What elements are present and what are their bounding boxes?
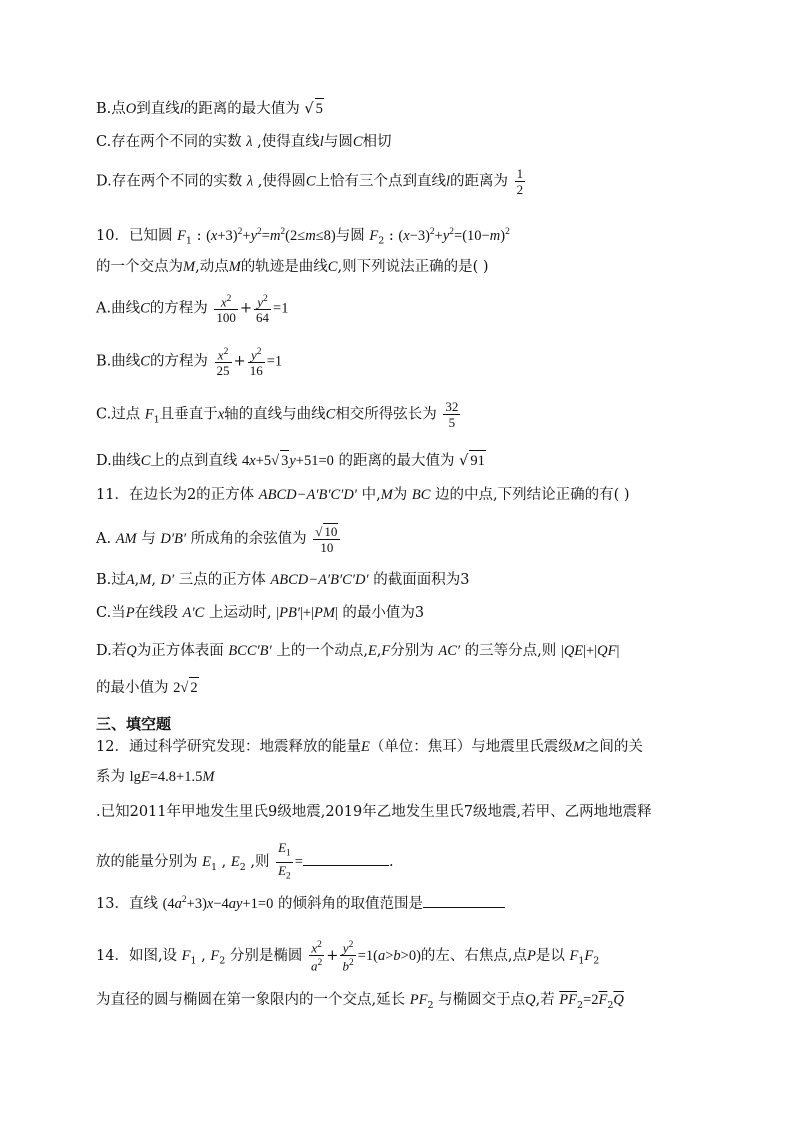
q14-line2: 为直径的圆与椭圆在第一象限内的一个交点,延长 $PF_2$ 与椭圆交于点Q,若 $\overline{PF}_2=2\overline{F}_2\overline{Q}$ (96, 992, 624, 1011)
q11-option-b: B.过A,M, D′ 三点的正方体 ABCD−A′B′C′D′ 的截面面积为3 (96, 572, 470, 588)
q12-line2: 系为 lgE=4.8+1.5M (96, 769, 215, 785)
q14-line1: 14．如图,设 $F_1$ , $F_2$ 分别是椭圆 $\frac{x^2}{a^2}$ + $\frac{y^2}{b^2}$ =1(a>b>0)的左、右焦点,点P是以 $F_1F_2$ (96, 940, 600, 974)
q10-option-a: A.曲线C的方程为 $\frac{x^2}{100}$ + $\frac{y^2}{64}$ =1 (96, 294, 289, 326)
q9-option-d: D.存在两个不同的实数 λ ,使得圆C上恰有三个点到直线l的距离为 $\frac{1}{2}$ (96, 166, 524, 197)
q11-stem: 11．在边长为2的正方体 ABCD−A′B′C′D′ 中,M为 BC 边的中点,下列结论正确的有( ) (96, 487, 630, 503)
q9-option-c: C.存在两个不同的实数 λ ,使得直线l与圆C相切 (96, 134, 392, 150)
q11-option-a: A. AM 与 D′B′ 所成角的余弦值为 $\frac{√ 10}{10}$ (96, 523, 342, 555)
answer-blank[interactable] (423, 907, 505, 908)
q12-line1: 12．通过科学研究发现：地震释放的能量E（单位：焦耳）与地震里氏震级M之间的关 (96, 739, 643, 755)
q10-stem-line1: 10．已知圆 $F_1$ : $(x+3)^2+y^2=m^2(2\le m\le 8)$与圆 $F_2$ : $(x-3)^2+y^2=(10-m)^2$ (96, 227, 510, 247)
q13: 13．直线 $(4a^2+3)x-4ay+1=0$ 的倾斜角的取值范围是 (96, 890, 505, 914)
q12-line4: 放的能量分别为 $E_1$ , $E_2$ ,则 $\frac{E_1}{E_2}$ = . (96, 840, 394, 882)
q12-line3: .已知2011年甲地发生里氏9级地震,2019年乙地发生里氏7级地震,若甲、乙两地地震释 (96, 804, 652, 820)
q11-option-c: C.当P在线段 A′C 上运动时, |PB′|+|PM| 的最小值为3 (96, 605, 425, 621)
q10-option-b: B.曲线C的方程为 $\frac{x^2}{25}$ + $\frac{y^2}{16}$ =1 (96, 347, 283, 379)
q10-option-d: D.曲线C上的点到直线 4x+5√ 3y+51=0 的距离的最大值为 √ 91 (96, 450, 486, 471)
q11-option-d-line2: 的最小值为 2√ 2 (96, 677, 199, 698)
section-heading: 三、填空题 (96, 715, 172, 733)
answer-blank[interactable] (303, 865, 389, 866)
q10-stem-line2: 的一个交点为M,动点M的轨迹是曲线C,则下列说法正确的是( ) (96, 259, 489, 275)
q11-option-d-line1: D.若Q为正方体表面 BCC′B′ 上的一个动点,E,F分别为 AC′ 的三等分点,则 |QE|+|QF| (96, 643, 620, 659)
q10-option-c: C.过点 $F_1$且垂直于x轴的直线与曲线C相交所得弦长为 $\frac{32}{5}$ (96, 399, 459, 430)
q9-option-b: B.点O到直线l的距离的最大值为 √ 5 (96, 98, 324, 119)
